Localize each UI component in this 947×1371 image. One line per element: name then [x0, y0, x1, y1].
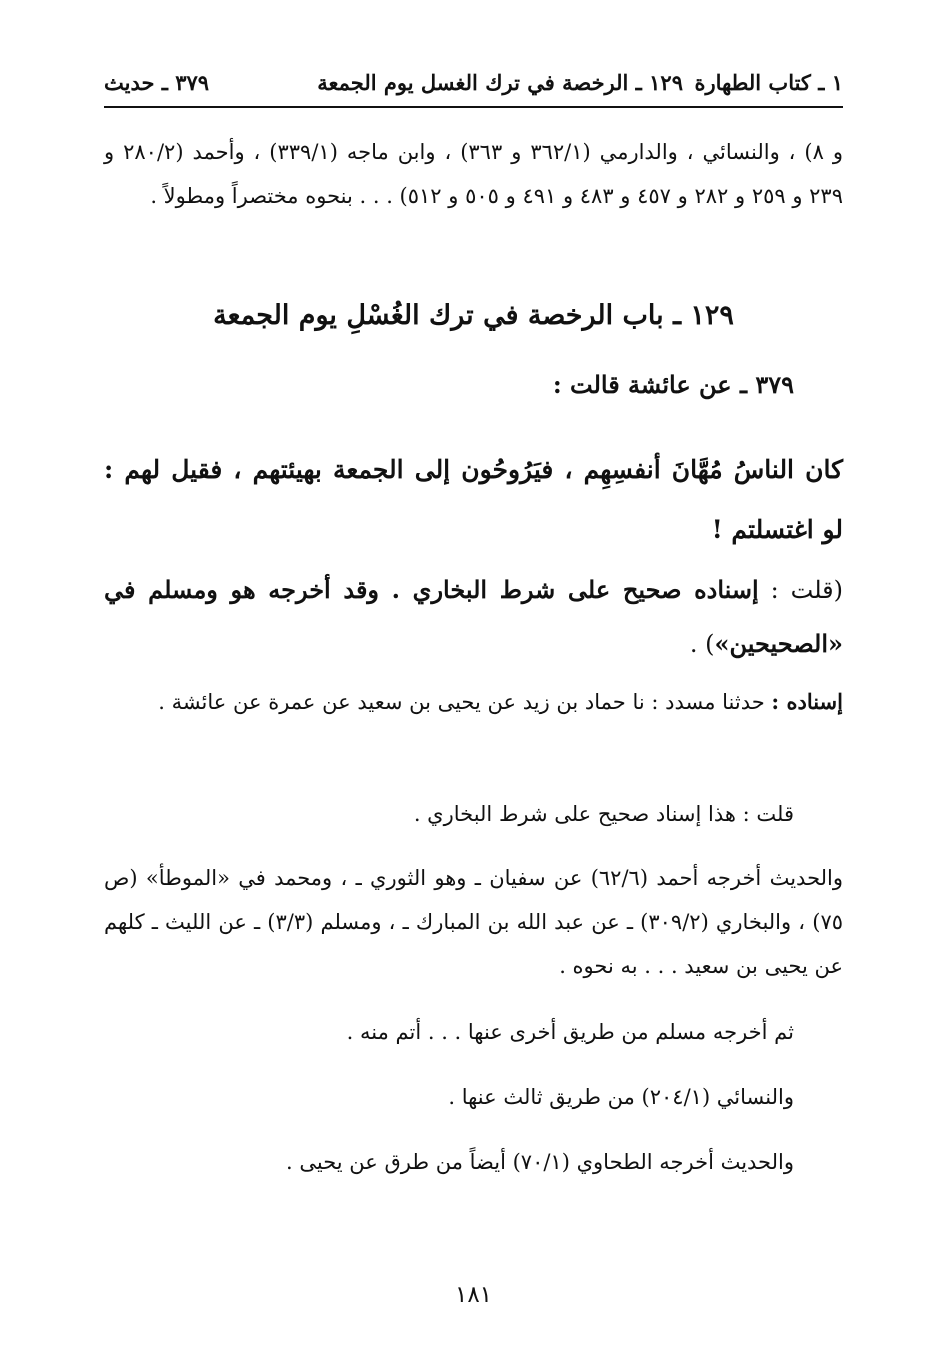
hadith-number: ٣٧٩ ـ عن عائشة قالت : — [552, 370, 794, 399]
header-divider — [104, 106, 843, 108]
verdict-text: إسناده صحيح على شرط البخاري . وقد أخرجه هو ومسلم في «الصحيحين» — [104, 575, 843, 658]
isnad-label: إسناده : — [771, 689, 843, 714]
tahawi-note: والحديث أخرجه الطحاوي (٧٠/١) أيضاً من طرق عن يحيى . — [286, 1150, 794, 1174]
isnad-text: حدثنا مسدد : نا حماد بن زيد عن يحيى بن سعيد عن عمرة عن عائشة . — [158, 690, 772, 714]
hadith-text: كان الناسُ مُهَّانَ أنفسِهِم ، فيَرُوحُون إلى الجمعة بهيئتهم ، فقيل لهم : لو اغتسلتم ! — [104, 455, 843, 544]
nasai-note: والنسائي (٢٠٤/١) من طريق ثالث عنها . — [448, 1085, 794, 1109]
muslim-note: ثم أخرجه مسلم من طريق أخرى عنها . . . أتم منه . — [346, 1020, 794, 1044]
header-hadith-number: ٣٧٩ ـ حديث — [104, 70, 210, 95]
verdict-close: ) . — [689, 630, 715, 658]
takhrij-paragraph: والحديث أخرجه أحمد (٦٢/٦) عن سفيان ـ وهو الثوري ـ ، ومحمد في «الموطأ» (ص ٧٥) ، والبخاري (٣٠٩/٢) ـ عن عبد الله بن المبارك ـ ، ومسلم (٣/٣) ـ عن الليث ـ كلهم عن يحيى بن سعيد . . . به نحوه . — [104, 866, 843, 978]
verdict-open: (قلت : — [758, 576, 843, 604]
header-book-title: ١ ـ كتاب الطهارة — [694, 70, 843, 95]
page-number: ١٨١ — [454, 1282, 493, 1308]
isnad-paragraph — [104, 680, 843, 724]
running-header — [104, 70, 843, 104]
isnad-verdict: قلت : هذا إسناد صحيح على شرط البخاري . — [413, 802, 794, 826]
previous-hadith-references: و ٨) ، والنسائي ، والدارمي (٣٦٢/١ و ٣٦٣) ، وابن ماجه (٣٣٩/١) ، وأحمد (٢٨٠/٢ و ٢٣٩ و ٢٥٩ و ٢٨٢ و ٤٥٧ و ٤٨٣ و ٤٩١ و ٥٠٥ و ٥١٢) . . . بنحوه مختصراً ومطولاً . — [104, 140, 843, 208]
author-verdict — [104, 563, 843, 671]
header-chapter-title: ١٢٩ ـ الرخصة في ترك الغسل يوم الجمعة — [317, 70, 683, 95]
chapter-title: ١٢٩ ـ باب الرخصة في ترك الغُسْلِ يوم الجمعة — [213, 300, 734, 331]
